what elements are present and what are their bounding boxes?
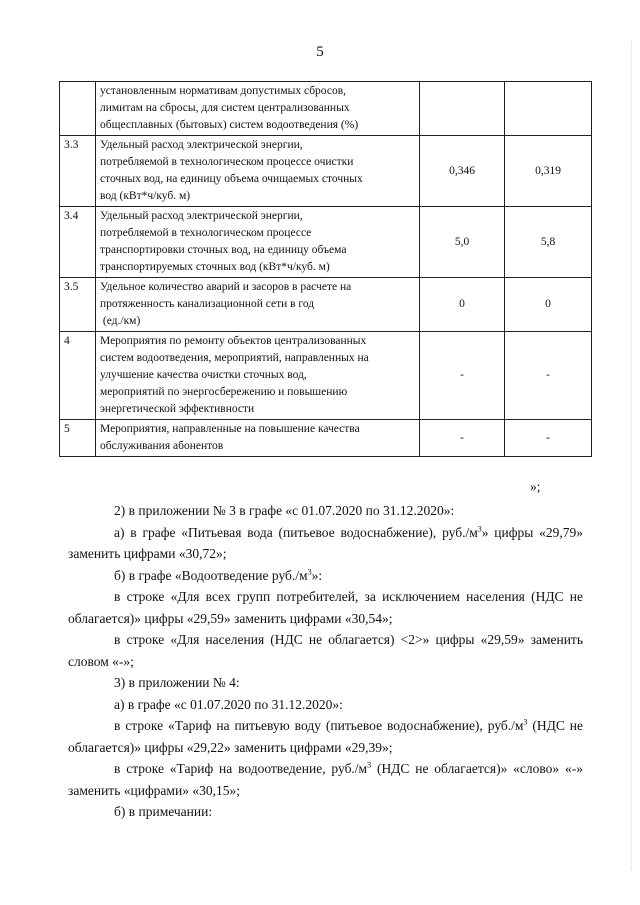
- value-column-2: 5,8: [505, 207, 592, 278]
- row-number: 5: [60, 420, 96, 457]
- indicator-line: улучшение качества очистки сточных вод,: [100, 369, 307, 381]
- closing-quote: »;: [530, 479, 541, 494]
- paragraph-appendix-3: 2) в приложении № 3 в графе «с 01.07.2020 по 31.12.2020»:: [114, 503, 455, 518]
- value-column-2: -: [505, 332, 592, 420]
- table-row: [60, 278, 592, 332]
- row-number: 3.3: [60, 136, 96, 207]
- indicator-line: мероприятий по энергосбережению и повышению: [100, 386, 348, 398]
- indicator-line: Удельный расход электрической энергии,: [100, 210, 303, 222]
- value-column-1: 0: [420, 278, 505, 332]
- page-number: 5: [316, 44, 324, 60]
- table-row: [60, 136, 592, 207]
- indicator-line: потребляемой в технологическом процессе очистки: [100, 156, 354, 168]
- paragraph-all-consumers: в строке «Для всех групп потребителей, за исключением населения (НДС не облагается)» цифры «29,59» заменить цифрами «30,54»;: [68, 589, 583, 626]
- indicator-line: Мероприятия по ремонту объектов централизованных: [100, 335, 367, 347]
- indicator-line: Мероприятия, направленные на повышение качества: [100, 423, 360, 435]
- value-column-1: 5,0: [420, 207, 505, 278]
- row-number: [60, 82, 96, 136]
- amendment-text: [68, 500, 583, 823]
- value-column-2: 0: [505, 278, 592, 332]
- paragraph-drinking-tariff: в строке «Тариф на питьевую воду (питьевое водоснабжение), $руб./м^3$ (НДС не облагается)» цифры «29,22» заменить цифрами «29,39»;: [68, 717, 583, 755]
- indicator-line: общесплавных (бытовых) систем водоотведения (%): [100, 119, 359, 131]
- row-number: 3.5: [60, 278, 96, 332]
- table-row: [60, 332, 592, 420]
- indicator-name: [96, 420, 420, 457]
- row-number: 4: [60, 332, 96, 420]
- indicators-table: [59, 81, 592, 457]
- indicator-line: вод (кВт*ч/куб. м): [100, 190, 191, 202]
- row-number: 3.4: [60, 207, 96, 278]
- paragraph-period: а) в графе «с 01.07.2020 по 31.12.2020»:: [114, 696, 343, 712]
- indicator-line: (ед./км): [100, 315, 141, 327]
- value-column-1: 0,346: [420, 136, 505, 207]
- indicator-line: обслуживания абонентов: [100, 440, 224, 452]
- value-column-1: -: [420, 420, 505, 457]
- indicator-line: установленным нормативам допустимых сбросов,: [100, 85, 346, 97]
- indicator-name: [96, 332, 420, 420]
- paragraph-note: б) в примечании:: [114, 804, 213, 819]
- indicator-line: энергетической эффективности: [100, 403, 255, 415]
- indicator-line: транспортировки сточных вод, на единицу объема: [100, 244, 347, 256]
- indicator-line: лимитам на сбросы, для систем централизованных: [100, 102, 350, 114]
- indicator-line: Удельное количество аварий и засоров в расчете на: [100, 281, 352, 293]
- indicator-line: сточных вод, на единицу объема очищаемых сточных: [100, 173, 363, 185]
- value-column-2: [505, 82, 592, 136]
- table-row: [60, 420, 592, 457]
- indicator-line: Удельный расход электрической энергии,: [100, 139, 303, 151]
- indicator-name: [96, 278, 420, 332]
- indicator-name: [96, 207, 420, 278]
- value-column-2: 0,319: [505, 136, 592, 207]
- indicator-name: [96, 136, 420, 207]
- value-column-2: -: [505, 420, 592, 457]
- indicator-name: [96, 82, 420, 136]
- indicator-line: транспортируемых сточных вод (кВт*ч/куб. м): [100, 261, 330, 273]
- paragraph-drinking-water: а) в графе «Питьевая вода (питьевое водоснабжение), $руб./м^3$» цифры «29,79» заменить цифрами «30,72»;: [68, 524, 583, 561]
- table-row: [60, 207, 592, 278]
- indicator-line: систем водоотведения, мероприятий, направленных на: [100, 352, 369, 364]
- table-row: [60, 82, 592, 136]
- indicator-line: потребляемой в технологическом процессе: [100, 227, 312, 239]
- paragraph-wastewater: б) в графе «Водоотведение $руб./м^3$»:: [114, 567, 323, 583]
- paragraph-population: в строке «Для населения (НДС не облагается) <2>» цифры «29,59» заменить словом «-»;: [68, 632, 583, 669]
- paragraph-wastewater-tariff: в строке «Тариф на водоотведение, $руб./м^3$ (НДС не облагается)» «слово» «-» заменить «цифрами» «30,15»;: [68, 760, 583, 798]
- paragraph-appendix-4: 3) в приложении № 4:: [114, 675, 240, 690]
- value-column-1: -: [420, 332, 505, 420]
- indicator-line: протяженность канализационной сети в год: [100, 298, 315, 310]
- scan-edge: [627, 40, 632, 870]
- value-column-1: [420, 82, 505, 136]
